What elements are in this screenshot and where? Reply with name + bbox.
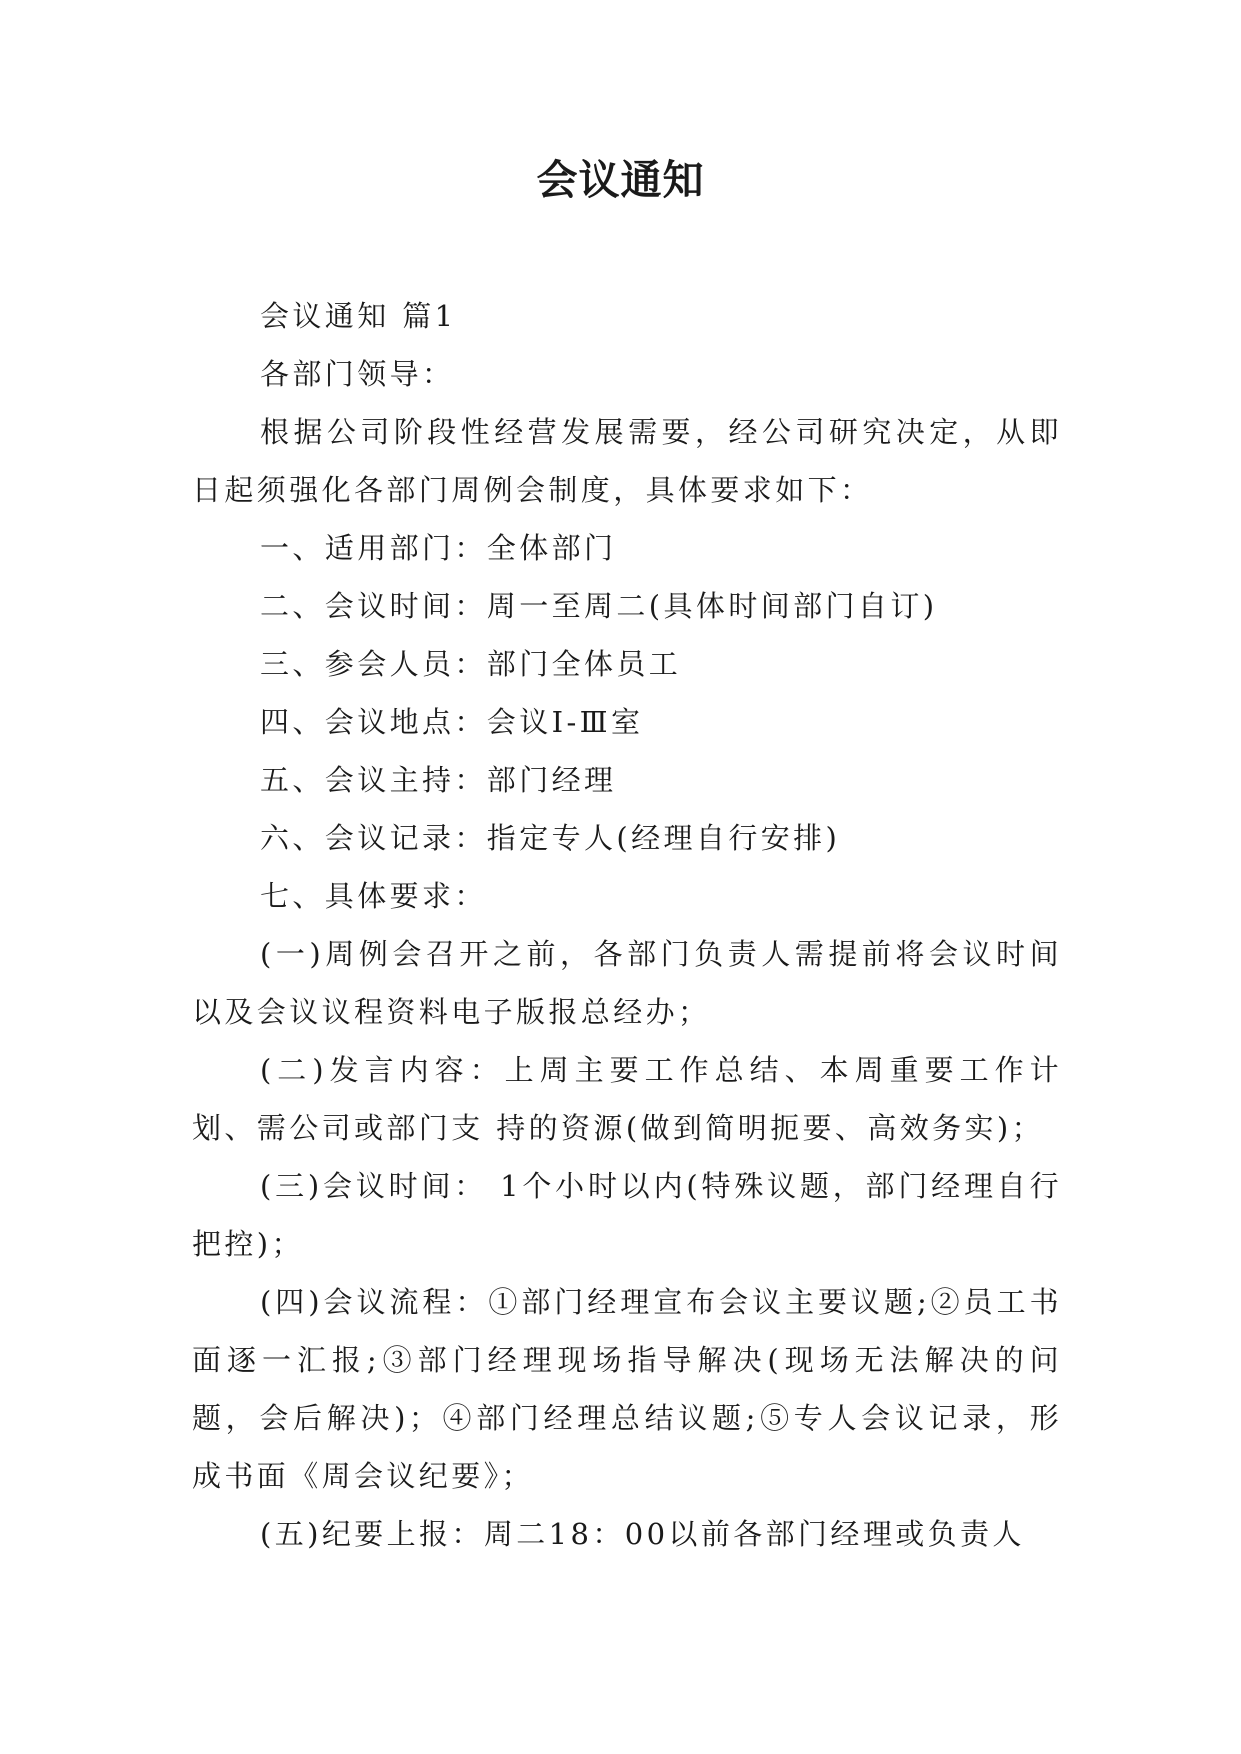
requirement-1: (一)周例会召开之前，各部门负责人需提前将会议时间以及会议议程资料电子版报总经办； — [192, 937, 1062, 1029]
requirement-2: (二)发言内容：上周主要工作总结、本周重要工作计划、需公司或部门支 持的资源(做到简明扼要、高效务实)； — [192, 1053, 1062, 1145]
item-attendees: 三、参会人员：部门全体员工 — [260, 647, 682, 681]
intro-paragraph: 根据公司阶段性经营发展需要，经公司研究决定，从即日起须强化各部门周例会制度，具体要求如下： — [192, 415, 1062, 507]
document-body — [192, 287, 1062, 1563]
item-host: 五、会议主持：部门经理 — [260, 763, 617, 797]
item-departments: 一、适用部门：全体部门 — [260, 531, 617, 565]
requirement-5: (五)纪要上报：周二18：00以前各部门经理或负责人 — [260, 1517, 1025, 1551]
item-meeting-time: 二、会议时间：周一至周二(具体时间部门自订) — [260, 589, 938, 623]
section-heading: 会议通知 篇1 — [260, 299, 457, 333]
item-requirements: 七、具体要求： — [260, 879, 487, 913]
document-title: 会议通知 — [536, 156, 705, 204]
requirement-3: (三)会议时间： 1个小时以内(特殊议题，部门经理自行把控)； — [192, 1169, 1062, 1261]
requirement-4: (四)会议流程：①部门经理宣布会议主要议题;②员工书面逐一汇报;③部门经理现场指导解决(现场无法解决的问题，会后解决)；④部门经理总结议题;⑤专人会议记录，形成书面《周会议纪要》； — [192, 1285, 1062, 1493]
item-minutes: 六、会议记录：指定专人(经理自行安排) — [260, 821, 841, 855]
item-location: 四、会议地点：会议Ⅰ-Ⅲ室 — [260, 705, 644, 739]
salutation: 各部门领导： — [260, 357, 455, 391]
